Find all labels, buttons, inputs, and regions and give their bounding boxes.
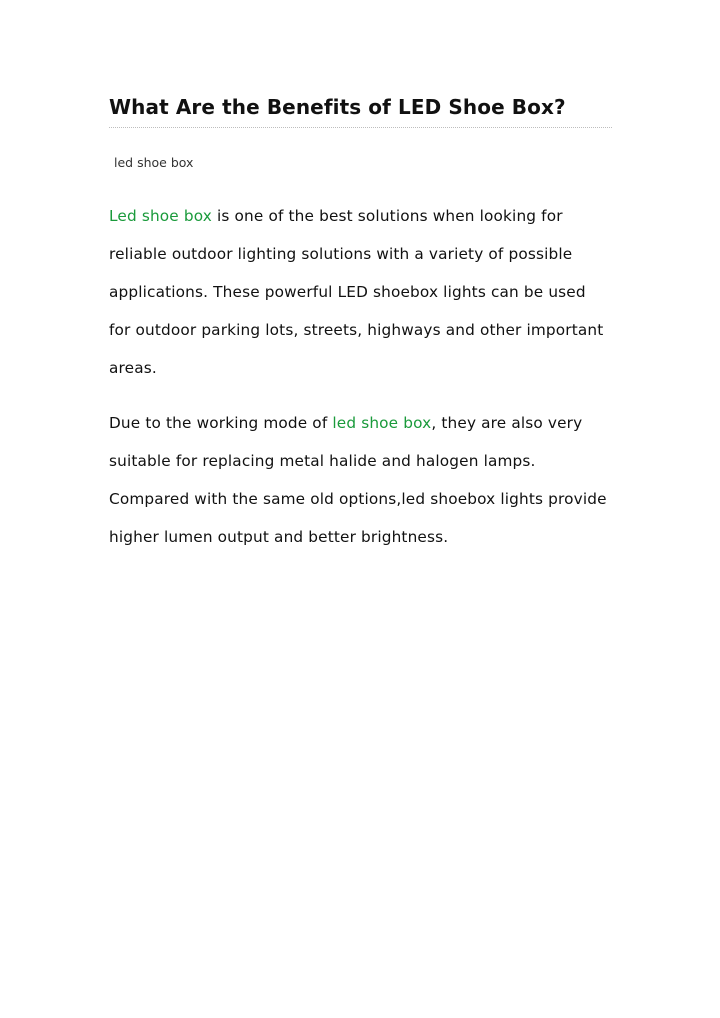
document-content bbox=[109, 94, 612, 556]
paragraph-2-intro: Due to the working mode of bbox=[109, 414, 333, 432]
paragraph-2-text: , they are also very suitable for replacing metal halide and halogen lamps. Compared with the same old options,led shoebox lights provide higher lumen output and better brightness. bbox=[109, 414, 607, 546]
title-divider bbox=[109, 127, 612, 128]
led-shoe-box-link[interactable]: Led shoe box bbox=[109, 207, 212, 225]
paragraph-1 bbox=[109, 197, 612, 387]
page-title: What Are the Benefits of LED Shoe Box? bbox=[109, 95, 566, 119]
paragraph-1-text: is one of the best solutions when looking for reliable outdoor lighting solutions with a variety of possible applications. These powerful LED shoebox lights can be used for outdoor parking lots, streets, highways and other important areas. bbox=[109, 207, 604, 377]
image-caption: led shoe box bbox=[114, 155, 194, 170]
led-shoe-box-link-2[interactable]: led shoe box bbox=[332, 414, 432, 432]
paragraph-2 bbox=[109, 404, 612, 556]
